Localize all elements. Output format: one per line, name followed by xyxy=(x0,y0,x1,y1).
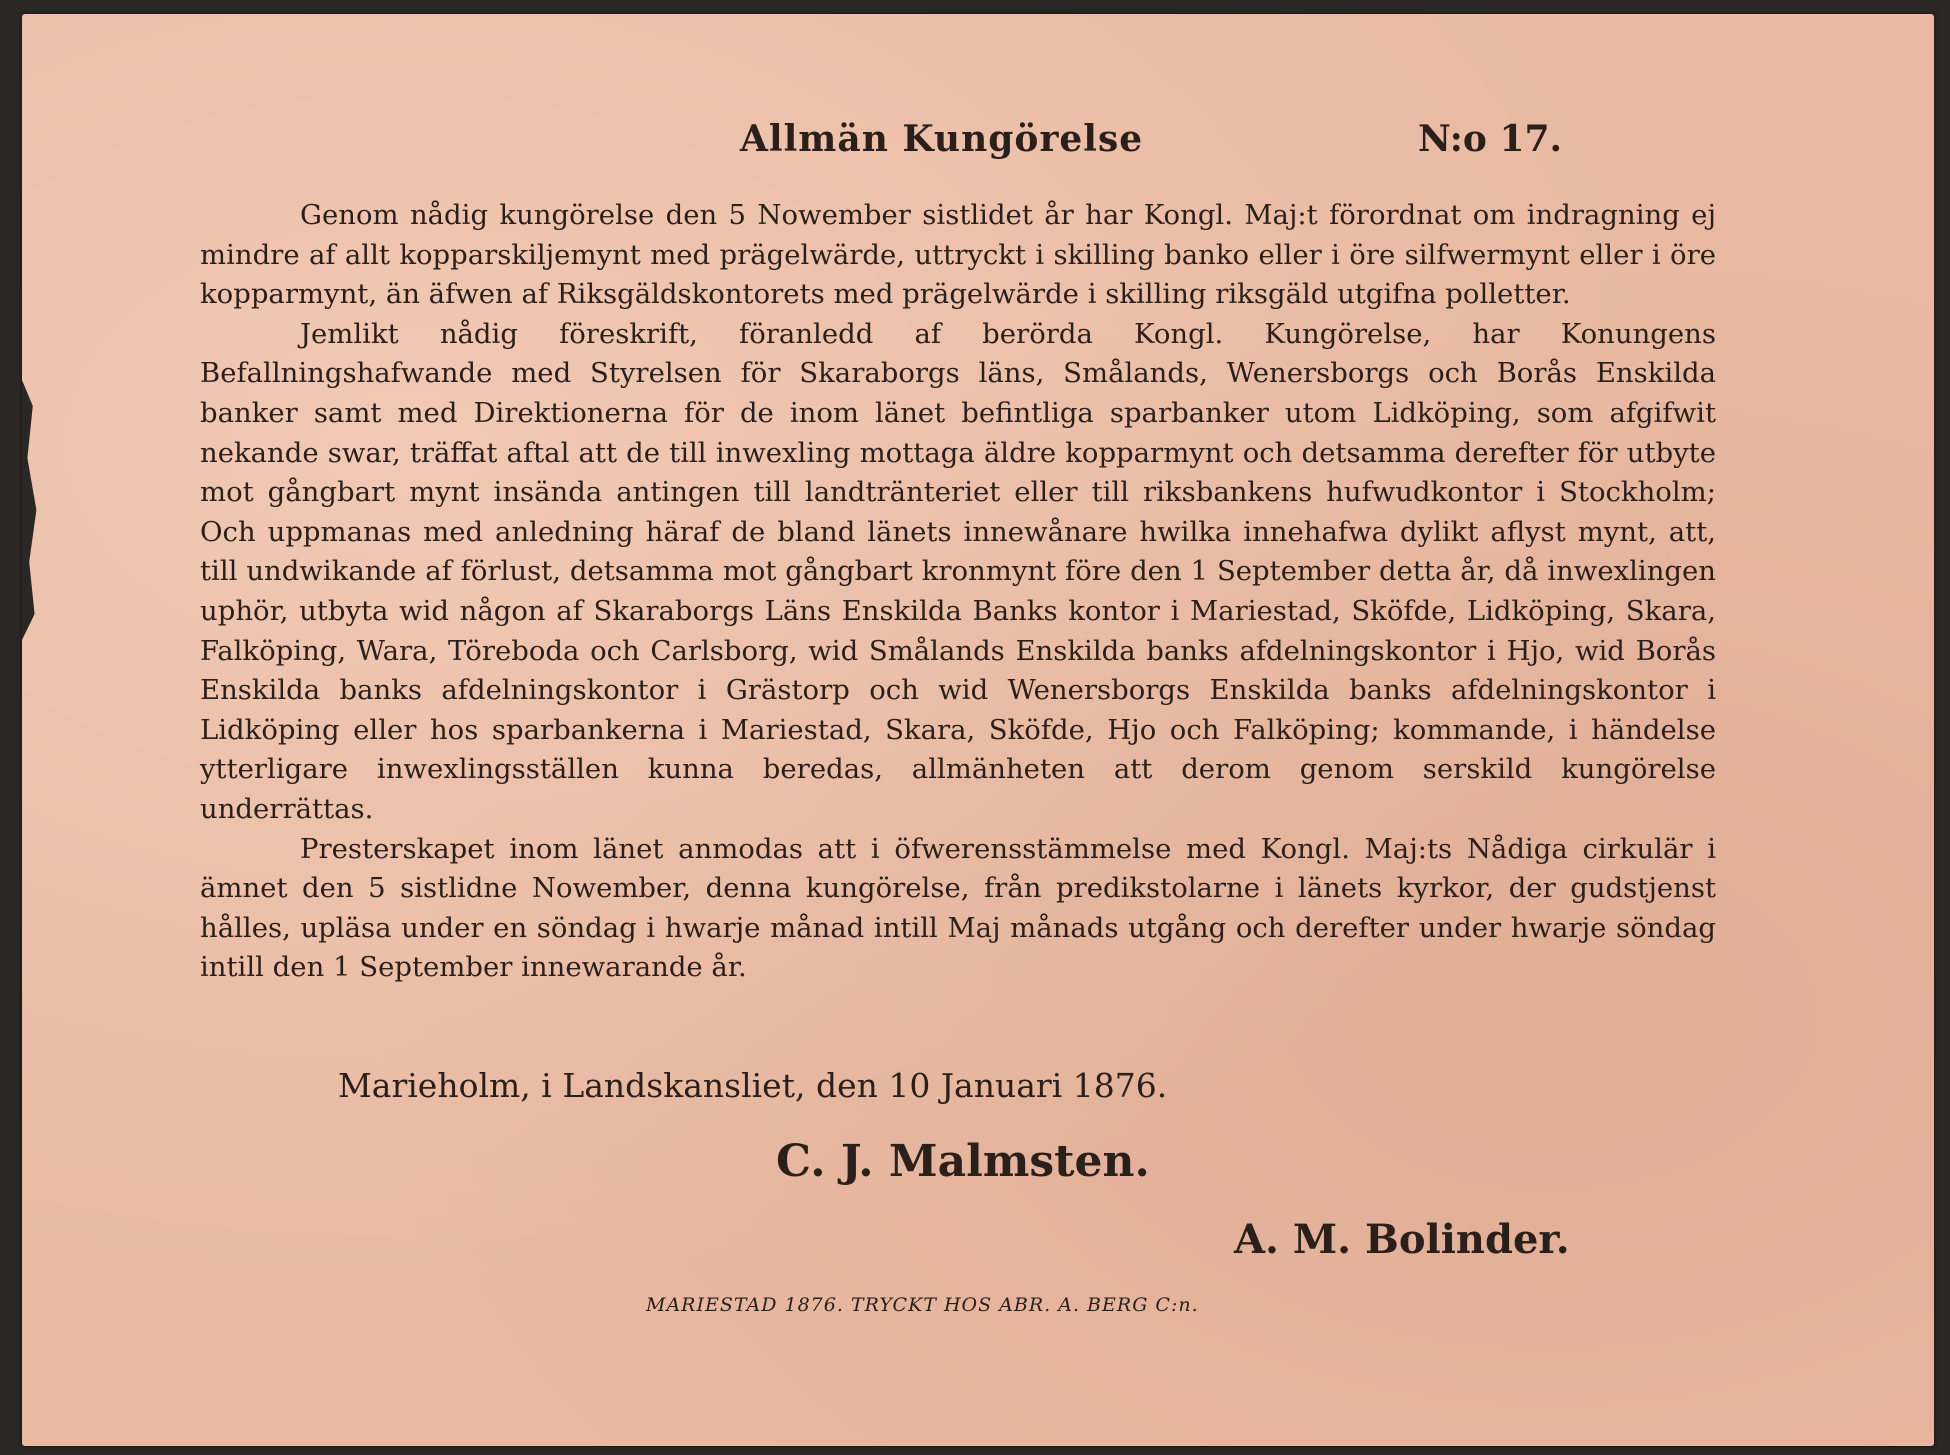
paragraph-1: Genom nådig kungörelse den 5 Nowember sistlidet år har Kongl. Maj:t förordnat om indragning ej mindre af allt kopparskiljemynt med prägelwärde, uttryckt i skilling banko eller i öre silfwermynt eller i öre kopparmynt, än äfwen af Riksgäldskontorets med prägelwärde i skilling riksgäld utgifna polletter. xyxy=(200,199,1716,311)
signature-bolinder: A. M. Bolinder. xyxy=(1234,1216,1570,1263)
document-title: Allmän Kungörelse xyxy=(740,118,1144,160)
paragraph-2: Jemlikt nådig föreskrift, föranledd af berörda Kongl. Kungörelse, har Konungens Befallningshafwande med Styrelsen för Skaraborgs läns, Smålands, Wenersborgs och Borås Enskilda banker samt med Direktionerna för de inom länet befintliga sparbanker utom Lidköping, som afgifwit nekande swar, träffat aftal att de till inwexling mottaga äldre kopparmynt och detsamma derefter för utbyte mot gångbart mynt insända antingen till landtränteriet eller till riksbankens hufwudkontor i Stockholm; Och uppmanas med anledning häraf de bland länets innewånare hwilka innehafwa dylikt aflyst mynt, att, till undwikande af förlust, detsamma mot gångbart kronmynt före den 1 September detta år, då inwexlingen uphör, utbyta wid någon af Skaraborgs Läns Enskilda Banks kontor i Mariestad, Sköfde, Lidköping, Skara, Falköping, Wara, Töreboda och Carlsborg, wid Smålands Enskilda banks afdelningskontor i Hjo, wid Borås Enskilda banks afdelningskontor i Grästorp och wid Wenersborgs Enskilda banks afdelningskontor i Lidköping eller hos sparbankerna i Mariestad, Skara, Sköfde, Hjo och Falköping; kommande, i händelse ytterligare inwexlingsställen kunna beredas, allmänheten att derom genom serskild kungörelse underrättas. xyxy=(200,317,1716,825)
signature-malmsten: C. J. Malmsten. xyxy=(776,1136,1150,1187)
paragraph-3: Presterskapet inom länet anmodas att i öfwerensstämmelse med Kongl. Maj:ts Nådiga cirkulär i ämnet den 5 sistlidne Nowember, denna kungörelse, från predikstolarne i länets kyrkor, der gudstjenst hålles, upläsa under en söndag i hwarje månad intill Maj månads utgång och derefter under hwarje söndag intill den 1 September innewarande år. xyxy=(200,832,1716,984)
place-date-line: Marieholm, i Landskansliet, den 10 Januari 1876. xyxy=(338,1066,1168,1105)
printer-imprint: MARIESTAD 1876. TRYCKT HOS ABR. A. BERG C:n. xyxy=(646,1294,1199,1316)
document-body xyxy=(200,196,1716,988)
document-number: N:o 17. xyxy=(1418,118,1563,160)
